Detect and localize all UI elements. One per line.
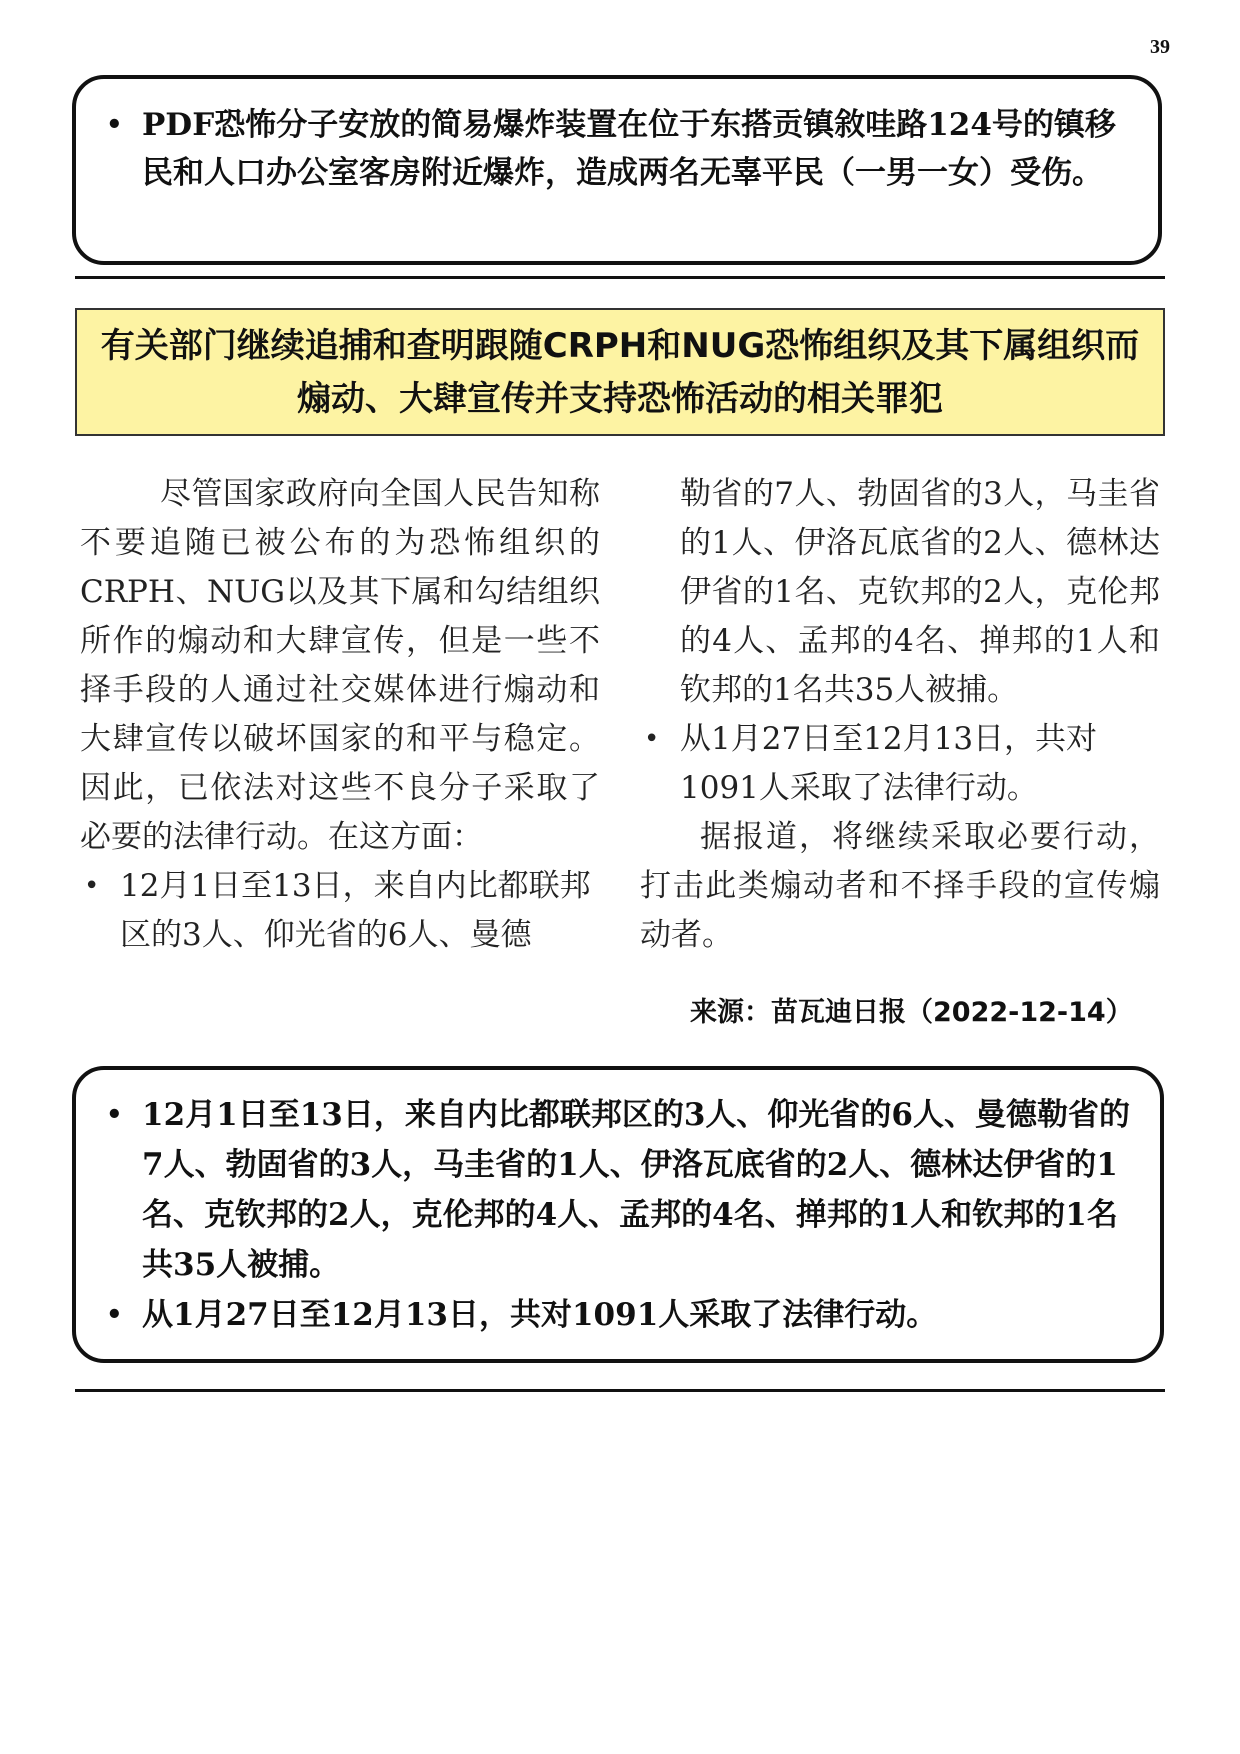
article-headline xyxy=(75,308,1165,436)
top-highlight-box xyxy=(72,75,1162,265)
article-column-right xyxy=(640,470,1160,960)
summary-box xyxy=(72,1066,1164,1363)
page-number: 39 xyxy=(1150,36,1170,58)
headline-line-1: 有关部门继续追捕和查明跟随CRPH和NUG恐怖组织及其下属组织而 xyxy=(100,326,1140,366)
headline-line-2: 煽动、大肆宣传并支持恐怖活动的相关罪犯 xyxy=(297,379,943,419)
divider-top xyxy=(75,276,1165,279)
article-paragraph-closing: 据报道，将继续采取必要行动，打击此类煽动者和不择手段的宣传煽动者。 xyxy=(640,819,1160,953)
article-bullet-arrests-continued: 勒省的7人、勃固省的3人，马圭省的1人、伊洛瓦底省的2人、德林达伊省的1名、克钦邦的2人，克伦邦的4人、孟邦的4名、掸邦的1人和钦邦的1名共35人被捕。 xyxy=(680,476,1160,708)
article-bullet-legal-action: • 从1月27日至12月13日，共对1091人采取了法律行动。 xyxy=(640,715,1160,813)
summary-item-arrests: • 12月1日至13日，来自内比都联邦区的3人、仰光省的6人、曼德勒省的7人、勃固省的3人，马圭省的1人、伊洛瓦底省的2人、德林达伊省的1名、克钦邦的2人，克伦邦的4人、孟邦的4名、掸邦的1人和钦邦的1名共35人被捕。 xyxy=(102,1090,1134,1290)
top-box-item: • PDF恐怖分子安放的简易爆炸装置在位于东搭贡镇敘哇路124号的镇移民和人口办公室客房附近爆炸，造成两名无辜平民（一男一女）受伤。 xyxy=(102,101,1132,197)
article-column-left xyxy=(80,470,600,960)
article-bullet-arrests: • 12月1日至13日，来自内比都联邦区的3人、仰光省的6人、曼德 xyxy=(80,862,600,960)
summary-item-legal-action: • 从1月27日至12月13日，共对1091人采取了法律行动。 xyxy=(102,1290,1134,1340)
article-paragraph-intro: 尽管国家政府向全国人民告知称不要追随已被公布的为恐怖组织的CRPH、NUG以及其下属和勾结组织所作的煽动和大肆宣传，但是一些不择手段的人通过社交媒体进行煽动和大肆宣传以破坏国家的和平与稳定。因此，已依法对这些不良分子采取了必要的法律行动。在这方面： xyxy=(80,476,600,855)
divider-bottom xyxy=(75,1389,1165,1392)
article-source: 来源：苗瓦迪日报（2022-12-14） xyxy=(690,997,1133,1028)
